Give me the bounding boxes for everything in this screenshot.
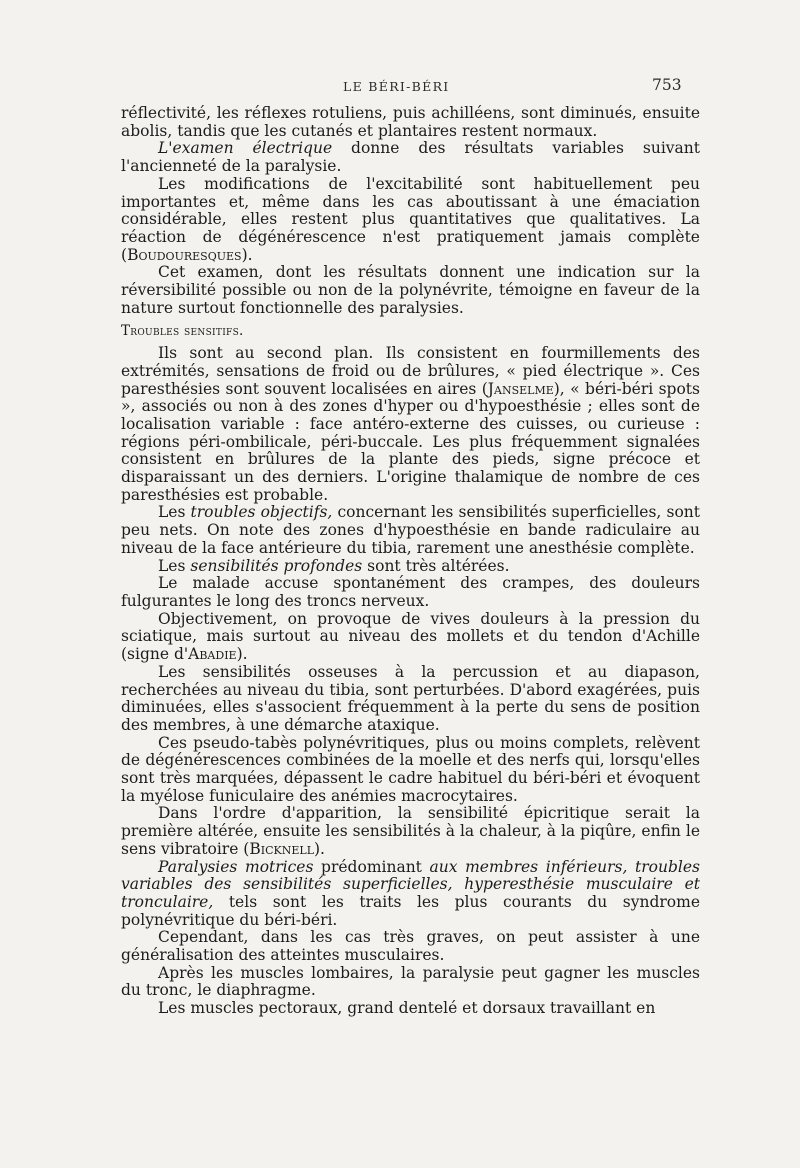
paragraph-excitability: Les modifications de l'excitabilité sont habituellement peu importantes et, même dans les cas aboutissant à une émaciation considérable, elles restent plus quantitatives que qualitatives. La réaction de dégénérescence n'est pratiquement jamais complète (Boudouresques).	[121, 174, 700, 264]
paragraph-reflexes: réflectivité, les réflexes rotuliens, puis achilléens, sont diminués, ensuite abolis, tandis que les cutanés et plantaires restent normaux.	[121, 104, 700, 140]
paragraph-cramps: Le malade accuse spontanément des crampes, des douleurs fulgurantes le long des troncs nerveux.	[121, 574, 700, 610]
paragraph-trunk-muscles: Après les muscles lombaires, la paralysie peut gagner les muscles du tronc, le diaphragme.	[121, 963, 700, 1000]
author-reference: Boudouresques	[127, 245, 242, 264]
author-reference: Janselme	[487, 379, 554, 398]
paragraph-pectoral-muscles: Les muscles pectoraux, grand dentelé et dorsaux travaillant en	[158, 999, 656, 1018]
paragraph-generalisation: Cependant, dans les cas très graves, on peut assister à une généralisation des atteintes musculaires.	[121, 928, 700, 965]
italic-phrase: Paralysies motrices	[158, 857, 314, 876]
paragraph-abadie-sign: Objectivement, on provoque de vives douleurs à la pression du sciatique, mais surtout au niveau des mollets et du tendon d'Achille (signe d'Abadie).	[121, 609, 700, 664]
paragraph-epicritic: Dans l'ordre d'apparition, la sensibilité épicritique serait la première altérée, ensuite les sensibilités à la chaleur, à la piqûre, enfin le sens vibratoire (Bicknell).	[121, 804, 700, 858]
paragraph-pseudo-tabes: Ces pseudo-tabès polynévritiques, plus ou moins complets, relèvent de dégénérescences combinées de la moelle et des nerfs qui, lorsqu'elles sont très marquées, dépassent le cadre habituel du béri-béri et évoquent la myélose funiculaire des anémies macrocytaires.	[121, 733, 700, 805]
paragraph-objective-troubles: Les troubles objectifs, concernant les sensibilités superficielles, sont peu nets. On note des zones d'hypoesthésie en bande radiculaire au niveau de la face antérieure du tibia, rarement une anesthésie complète.	[121, 503, 700, 557]
author-reference: Abadie	[188, 645, 237, 664]
running-title: LE BÉRI-BÉRI	[343, 79, 450, 94]
italic-phrase: aux membres inférieurs, troubles variables des sensibilités superficielles, hyperesthésie musculaire et tronculaire,	[121, 857, 700, 911]
italic-phrase: L'examen électrique	[158, 139, 333, 158]
paragraph-deep-sensibility: Les sensibilités profondes sont très altérées.	[158, 556, 510, 575]
section-heading: Troubles sensitifs.	[121, 323, 244, 340]
paragraph-bone-sensibility: Les sensibilités osseuses à la percussion et au diapason, recherchées au niveau du tibia, sont perturbées. D'abord exagérées, puis diminuées, elles s'associent fréquemment à la perte du sens de position des membres, à une démarche ataxique.	[121, 662, 700, 734]
paragraph-paresthesias: Ils sont au second plan. Ils consistent en fourmillements des extrémités, sensations de froid ou de brûlures, « pied électrique ». Ces paresthésies sont souvent localisées en aires (Janselme), « béri-béri spots », associés ou non à des zones d'hyper ou d'hypoesthésie ; elles sont de localisation variable : face antéro-externe des cuisses, ou curieuse : régions péri-ombilicale, péri-buccale. Les plus fréquemment signalées consistent en brûlures de la plante des pieds, signe précoce et disparaissant un des derniers. L'origine thalamique de nombre de ces paresthésies est probable.	[121, 344, 700, 504]
italic-phrase: sensibilités profondes	[190, 556, 363, 575]
paragraph-electric-exam: L'examen électrique donne des résultats variables suivant l'ancienneté de la paralysie.	[121, 139, 700, 176]
author-reference: Bicknell	[249, 839, 314, 858]
page-number: 753	[652, 76, 682, 94]
body-text	[121, 105, 700, 1018]
paragraph-reversibility: Cet examen, dont les résultats donnent une indication sur la réversibilité possible ou non de la polynévrite, témoigne en faveur de la nature surtout fonctionnelle des paralysies.	[121, 263, 700, 317]
page-header	[0, 76, 800, 100]
paragraph-motor-paralysis: Paralysies motrices prédominant aux membres inférieurs, troubles variables des sensibilités superficielles, hyperesthésie musculaire et tronculaire, tels sont les traits les plus courants du syndrome polynévritique du béri-béri.	[121, 857, 700, 929]
italic-phrase: troubles objectifs,	[190, 503, 333, 522]
